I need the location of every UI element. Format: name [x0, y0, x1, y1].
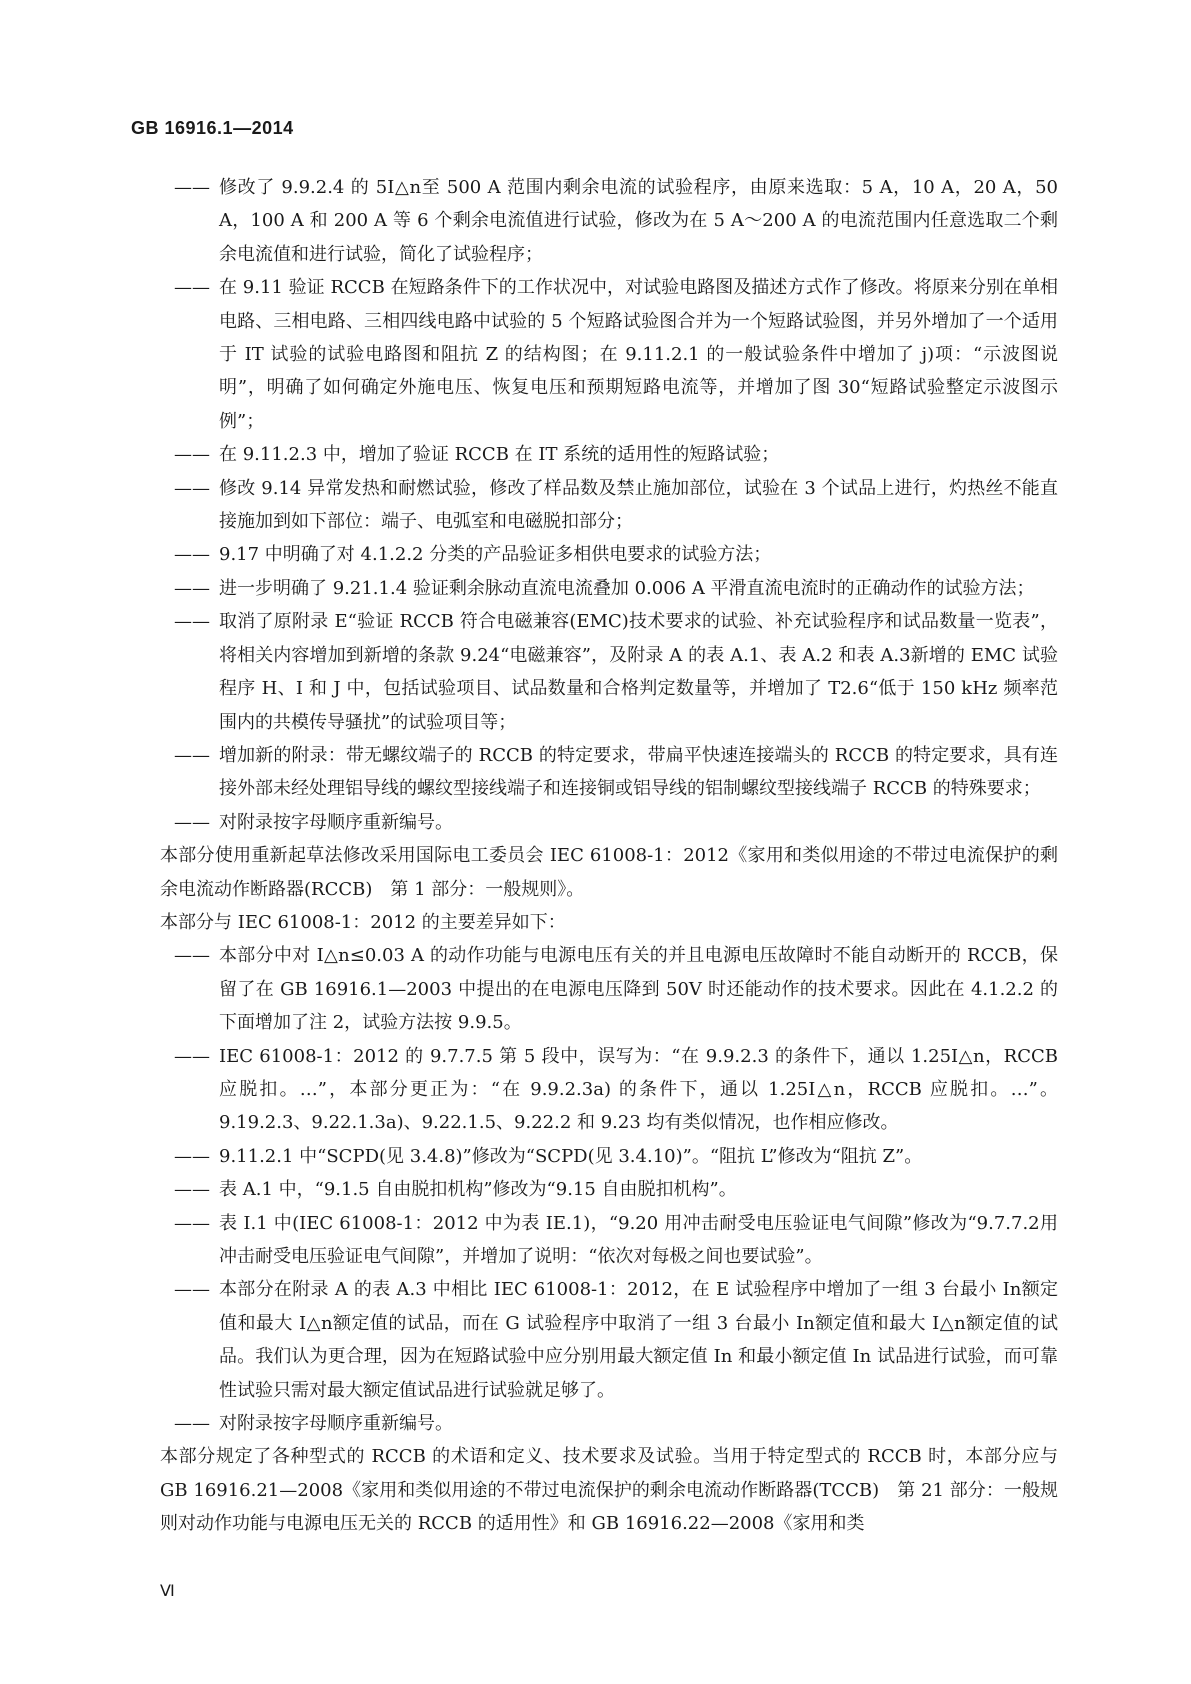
list-item-text: 修改了 9.9.2.4 的 5I△n至 500 A 范围内剩余电流的试验程序，由原来选取：5 A，10 A，20 A，50 A，100 A 和 200 A 等 6 个剩余电流值进行试验，修改为在 5 A～200 A 的电流范围内任意选取二个剩余电流值和进行试验，简化了试验程序；	[219, 177, 1058, 265]
list-item	[174, 1040, 1058, 1140]
list-dash: ——	[174, 477, 210, 499]
list-item-text: 修改 9.14 异常发热和耐燃试验，修改了样品数及禁止施加部位，试验在 3 个试品上进行，灼热丝不能直接施加到如下部位：端子、电弧室和电磁脱扣部分；	[219, 477, 1058, 533]
standard-code-header: GB 16916.1—2014	[131, 118, 294, 138]
list-dash: ——	[174, 1413, 210, 1435]
page-number: Ⅵ	[160, 1583, 175, 1600]
list-item	[174, 1273, 1058, 1407]
list-item	[174, 605, 1058, 739]
list-dash: ——	[174, 1179, 210, 1201]
scope-paragraph: 本部分规定了各种型式的 RCCB 的术语和定义、技术要求及试验。当用于特定型式的 RCCB 时，本部分应与 GB 16916.21—2008《家用和类似用途的不带过电流保护的剩余电流动作断路器(TCCB) 第 21 部分：一般规则对动作功能与电源电压无关的 RCCB 的适用性》和 GB 16916.22—2008《家用和类	[160, 1446, 1058, 1535]
list-dash: ——	[174, 1045, 210, 1067]
list-item-text: 在 9.11.2.3 中，增加了验证 RCCB 在 IT 系统的适用性的短路试验；	[219, 444, 780, 466]
list-dash: ——	[174, 277, 210, 299]
list-item	[174, 472, 1058, 539]
list-item	[174, 739, 1058, 806]
list-item-text: 进一步明确了 9.21.1.4 验证剩余脉动直流电流叠加 0.006 A 平滑直流电流时的正确动作的试验方法；	[219, 577, 1035, 599]
list-dash: ——	[174, 1145, 210, 1167]
list-dash: ——	[174, 444, 210, 466]
differences-intro: 本部分与 IEC 61008-1：2012 的主要差异如下：	[160, 911, 566, 933]
list-item-text: 表 I.1 中(IEC 61008-1：2012 中为表 IE.1)，“9.20 用冲击耐受电压验证电气间隙”修改为“9.7.7.2用冲击耐受电压验证电气间隙”，并增加了说明：“依次对每极之间也要试验”。	[219, 1212, 1058, 1267]
list-item	[174, 438, 1058, 471]
list-item-text: 表 A.1 中，“9.1.5 自由脱扣机构”修改为“9.15 自由脱扣机构”。	[219, 1179, 737, 1201]
list-item	[174, 1407, 1058, 1440]
list-dash: ——	[174, 577, 210, 599]
list-item	[174, 538, 1058, 571]
list-dash: ——	[174, 744, 210, 766]
list-item-text: IEC 61008-1：2012 的 9.7.7.5 第 5 段中，误写为：“在 9.9.2.3 的条件下，通以 1.25I△n，RCCB 应脱扣。…”，本部分更正为：“在 9.9.2.3a) 的条件下，通以 1.25I△n，RCCB 应脱扣。…”。9.19.2.3、9.22.1.3a)、9.22.1.5、9.22.2 和 9.23 均有类似情况，也作相应修改。	[219, 1045, 1058, 1134]
list-dash: ——	[174, 1279, 210, 1301]
changes-list	[174, 171, 1058, 839]
list-item-text: 取消了原附录 E“验证 RCCB 符合电磁兼容(EMC)技术要求的试验、补充试验程序和试品数量一览表”，将相关内容增加到新增的条款 9.24“电磁兼容”，及附录 A 的表 A.1、表 A.2 和表 A.3新增的 EMC 试验程序 H、I 和 J 中，包括试验项目、试品数量和合格判定数量等，并增加了 T2.6“低于 150 kHz 频率范围内的共模传导骚扰”的试验项目等；	[219, 611, 1058, 733]
list-item-text: 在 9.11 验证 RCCB 在短路条件下的工作状况中，对试验电路图及描述方式作了修改。将原来分别在单相电路、三相电路、三相四线电路中试验的 5 个短路试验图合并为一个短路试验图，并另外增加了一个适用于 IT 试验的试验电路图和阻抗 Z 的结构图；在 9.11.2.1 的一般试验条件中增加了 j)项：“示波图说明”，明确了如何确定外施电压、恢复电压和预期短路电流等，并增加了图 30“短路试验整定示波图示例”；	[219, 277, 1058, 432]
list-item-text: 对附录按字母顺序重新编号。	[219, 811, 453, 833]
list-item	[174, 806, 1058, 839]
list-dash: ——	[174, 1212, 210, 1234]
list-item-text: 9.17 中明确了对 4.1.2.2 分类的产品验证多相供电要求的试验方法；	[219, 544, 772, 566]
list-item-text: 本部分在附录 A 的表 A.3 中相比 IEC 61008-1：2012，在 E 试验程序中增加了一组 3 台最小 In额定值和最大 I△n额定值的试品，而在 G 试验程序中取消了一组 3 台最小 In额定值和最大 I△n额定值的试品。我们认为更合理，因为在短路试验中应分别用最大额定值 In 和最小额定值 In 试品进行试验，而可靠性试验只需对最大额定值试品进行试验就足够了。	[219, 1279, 1058, 1401]
adoption-paragraph: 本部分使用重新起草法修改采用国际电工委员会 IEC 61008-1：2012《家用和类似用途的不带过电流保护的剩余电流动作断路器(RCCB) 第 1 部分：一般规则》。	[160, 845, 1058, 900]
list-dash: ——	[174, 811, 210, 833]
list-item	[174, 171, 1058, 271]
list-dash: ——	[174, 544, 210, 566]
list-item	[174, 1207, 1058, 1274]
list-item	[174, 271, 1058, 438]
list-dash: ——	[174, 177, 210, 198]
list-item	[174, 939, 1058, 1039]
document-body	[160, 171, 1058, 1541]
list-dash: ——	[174, 611, 210, 633]
list-item	[174, 572, 1058, 605]
list-item-text: 本部分中对 I△n≤0.03 A 的动作功能与电源电压有关的并且电源电压故障时不能自动断开的 RCCB，保留了在 GB 16916.1—2003 中提出的在电源电压降到 50V 时还能动作的技术要求。因此在 4.1.2.2 的下面增加了注 2，试验方法按 9.9.5。	[219, 945, 1058, 1034]
list-item-text: 增加新的附录：带无螺纹端子的 RCCB 的特定要求，带扁平快速连接端头的 RCCB 的特定要求，具有连接外部未经处理铝导线的螺纹型接线端子和连接铜或铝导线的铝制螺纹型接线端子 RCCB 的特殊要求；	[219, 744, 1058, 800]
list-item-text: 对附录按字母顺序重新编号。	[219, 1413, 453, 1435]
differences-list	[174, 939, 1058, 1440]
list-item	[174, 1173, 1058, 1206]
list-item	[174, 1140, 1058, 1173]
list-dash: ——	[174, 945, 210, 967]
list-item-text: 9.11.2.1 中“SCPD(见 3.4.8)”修改为“SCPD(见 3.4.10)”。“阻抗 L”修改为“阻抗 Z”。	[219, 1145, 923, 1167]
